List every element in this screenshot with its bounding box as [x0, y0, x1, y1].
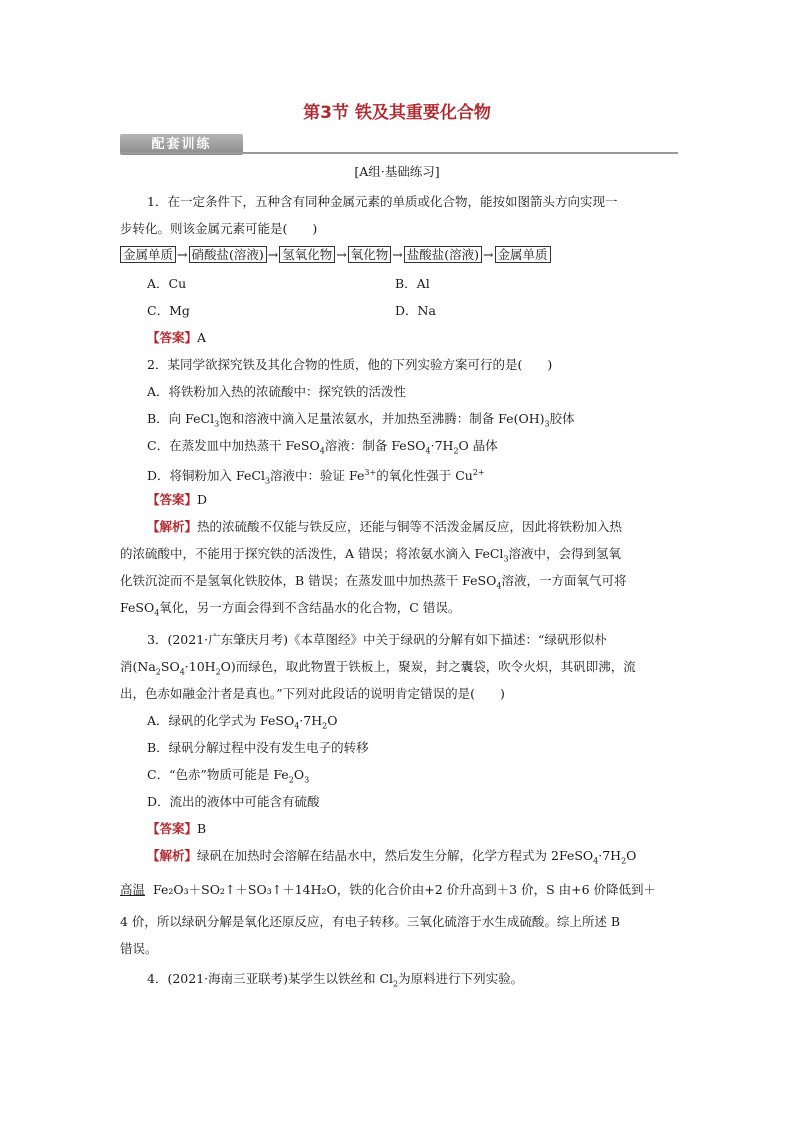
q1-flow-diagram [120, 245, 551, 265]
answer-value: D [197, 492, 208, 507]
explanation-tag: 【解析】 [147, 848, 198, 863]
answer-value: B [197, 821, 207, 836]
answer-tag: 【答案】 [147, 492, 198, 507]
q3-explanation-line3: 4 价，所以绿矾分解是氧化还原反应，有电子转移。三氧化硫溶于水生成硫酸。综上所述 B [120, 914, 621, 929]
q2-explanation-line2: 的浓硫酸中，不能用于探究铁的活泼性，A 错误；将浓氨水滴入 FeCl$_3$溶液中，会得到氢氧 [120, 546, 622, 564]
q2-stem: 2．某同学欲探究铁及其化合物的性质，他的下列实验方案可行的是( ) [147, 357, 553, 372]
arrow-icon: → [336, 247, 347, 262]
q3-option-c: C．“色赤”物质可能是 $Fe_2O_3$ [147, 767, 310, 785]
answer-value: A [197, 330, 207, 345]
q1-option-a: A．Cu [147, 276, 187, 291]
q3-option-d: D．流出的液体中可能含有硫酸 [147, 794, 320, 809]
q1-option-c: C．Mg [147, 303, 190, 318]
q2-answer [147, 490, 207, 510]
q3-explanation-line1: 【解析】绿矾在加热时会溶解在结晶水中，然后发生分解，化学方程式为 $2FeSO_4\cdot 7H_2O$ [147, 848, 637, 866]
arrow-icon: → [392, 247, 403, 262]
banner-rule [120, 152, 678, 154]
answer-tag: 【答案】 [147, 330, 198, 345]
q2-option-a: A．将铁粉加入热的浓硫酸中：探究铁的活泼性 [147, 384, 407, 399]
q2-option-c: C．在蒸发皿中加热蒸干 FeSO$_4$溶液：制备 $FeSO_4\cdot 7H_2O$ 晶体 [147, 438, 498, 456]
q3-explanation-line2: 高温 Fe₂O₃＋SO₂↑＋SO₃↑＋14H₂O，铁的化合价由+2 价升高到＋3 价，S 由+6 价降低到＋ [120, 882, 657, 897]
q3-option-a: A．绿矾的化学式为 $FeSO_4\cdot 7H_2O$ [147, 713, 338, 731]
arrow-icon: → [483, 247, 494, 262]
page-title: 第3节 铁及其重要化合物 [303, 103, 491, 123]
q3-answer [147, 819, 206, 839]
arrow-icon: → [267, 247, 279, 262]
q3-stem-line1: 3．(2021·广东肇庆月考)《本草图经》中关于绿矾的分解有如下描述：“绿矾形似朴 [147, 632, 607, 647]
flow-node: 金属单质 [495, 246, 551, 263]
q1-option-d: D．Na [395, 303, 436, 318]
answer-tag: 【答案】 [147, 821, 198, 836]
q3-option-b: B．绿矾分解过程中没有发生电子的转移 [147, 740, 369, 755]
flow-node: 金属单质 [120, 246, 176, 263]
q3-explanation-line4: 错误。 [120, 941, 158, 956]
q2-explanation-line4: FeSO$_4$氧化，另一方面会得到不含结晶水的化合物，C 错误。 [120, 600, 461, 618]
q3-stem-line2: 消$(Na_2SO_4\cdot 10H_2O)$而绿色，取此物置于铁板上，聚炭，封之囊袋，吹令火炽，其矾即沸，流 [120, 659, 636, 677]
flow-node: 氧化物 [348, 246, 392, 263]
section-banner: 配套训练 [120, 134, 243, 155]
q2-option-d: D．将铜粉加入 FeCl$_3$溶液中：验证 $Fe^{3+}$的氧化性强于 $Cu^{2+}$ [147, 468, 485, 486]
q1-stem-line1: 1．在一定条件下，五种含有同种金属元素的单质或化合物，能按如图箭头方向实现一 [147, 194, 618, 209]
q2-explanation-line3: 化铁沉淀而不是氢氧化铁胶体，B 错误；在蒸发皿中加热蒸干 FeSO$_4$溶液，一方面氧气可将 [120, 573, 627, 591]
arrow-icon: → [177, 247, 188, 262]
group-heading: [A组·基础练习] [354, 164, 440, 179]
flow-node: 盐酸盐(溶液) [404, 246, 482, 263]
q4-stem: 4．(2021·海南三亚联考)某学生以铁丝和 $Cl_2$为原料进行下列实验。 [147, 971, 524, 989]
explanation-tag: 【解析】 [147, 519, 198, 534]
flow-node: 硝酸盐(溶液) [189, 246, 267, 263]
q1-option-b: B．Al [395, 276, 430, 291]
q2-explanation-line1: 【解析】热的浓硫酸不仅能与铁反应，还能与铜等不活泼金属反应，因此将铁粉加入热 [147, 519, 623, 534]
q1-stem-line2: 步转化。则该金属元素可能是( ) [120, 221, 318, 236]
q2-option-b: B．向 FeCl$_3$饱和溶液中滴入足量浓氨水，并加热至沸腾：制备 $Fe(OH)_3$胶体 [147, 411, 575, 429]
q3-stem-line3: 出，色赤如融金汁者是真也。”下列对此段话的说明肯定错误的是( ) [120, 686, 505, 701]
reaction-condition: 高温 [120, 882, 146, 897]
q1-answer [147, 328, 206, 348]
flow-node: 氢氧化物 [279, 246, 335, 263]
